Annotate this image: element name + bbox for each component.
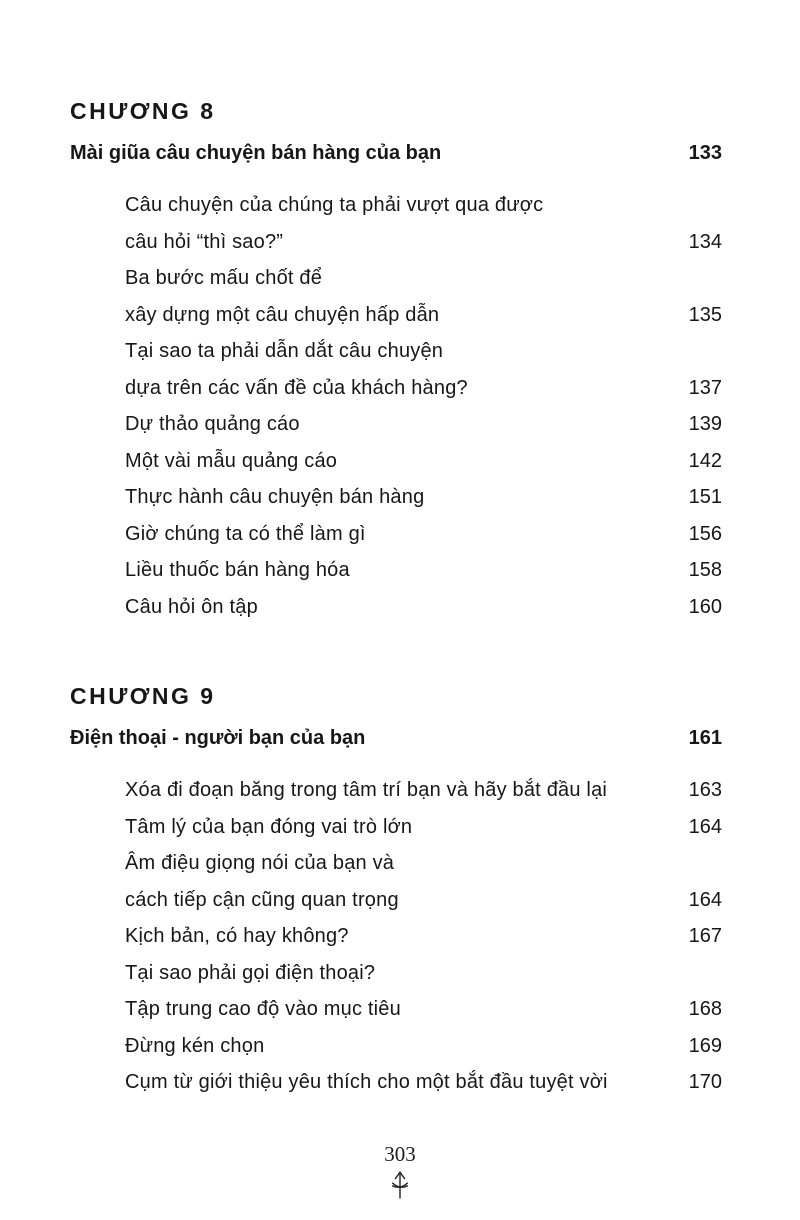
toc-entry bbox=[125, 589, 722, 626]
toc-entry-page: 168 bbox=[688, 998, 722, 1020]
toc-entry-page: 156 bbox=[688, 522, 722, 545]
chapter-section bbox=[70, 683, 722, 1101]
toc-entry-page: 169 bbox=[688, 1034, 722, 1057]
toc-entry-line bbox=[125, 882, 722, 919]
toc-entry bbox=[125, 809, 722, 846]
toc-entry-page: 135 bbox=[688, 303, 722, 326]
toc-entry bbox=[125, 479, 722, 516]
toc-entry-text: xây dựng một câu chuyện hấp dẫn bbox=[125, 303, 440, 326]
toc-entry-line bbox=[125, 772, 722, 809]
toc-entry bbox=[125, 955, 722, 1028]
toc-entry-line bbox=[125, 187, 722, 224]
toc-entry bbox=[125, 1064, 722, 1101]
chapter-entries bbox=[70, 187, 722, 625]
toc-entry-page: 142 bbox=[688, 449, 722, 472]
chapter-heading: CHƯƠNG 8 bbox=[70, 98, 216, 124]
chapter-title: Mài giũa câu chuyện bán hàng của bạn bbox=[70, 142, 442, 164]
toc-entry-text: dựa trên các vấn đề của khách hàng? bbox=[125, 376, 468, 399]
toc-entry-line bbox=[125, 224, 722, 261]
toc-entry-text: Cụm từ giới thiệu yêu thích cho một bắt đầu tuyệt vời bbox=[125, 1071, 608, 1093]
toc-entry bbox=[125, 1028, 722, 1065]
chapter-section bbox=[70, 98, 722, 625]
toc-entry-line bbox=[125, 809, 722, 846]
toc-entry-text: Tâm lý của bạn đóng vai trò lớn bbox=[125, 815, 413, 838]
toc-entry-text: Tại sao ta phải dẫn dắt câu chuyện bbox=[125, 340, 444, 362]
chapter-heading: CHƯƠNG 9 bbox=[70, 683, 216, 709]
toc-entry bbox=[125, 443, 722, 480]
toc-entry-text: Âm điệu giọng nói của bạn và bbox=[125, 852, 395, 874]
toc-entry-page: 134 bbox=[688, 230, 722, 253]
toc-entry-page: 137 bbox=[688, 376, 722, 399]
toc-entry-line bbox=[125, 370, 722, 407]
toc-entry bbox=[125, 333, 722, 406]
toc-chapters bbox=[70, 98, 722, 1101]
toc-entry-text: Dự thảo quảng cáo bbox=[125, 413, 300, 435]
folio-number: 303 bbox=[384, 1142, 416, 1166]
toc-entry-text: Tập trung cao độ vào mục tiêu bbox=[125, 998, 401, 1020]
toc-entry bbox=[125, 552, 722, 589]
toc-entry-text: Câu chuyện của chúng ta phải vượt qua được bbox=[125, 194, 544, 216]
toc-entry bbox=[125, 516, 722, 553]
toc-entry-text: câu hỏi “thì sao?” bbox=[125, 230, 284, 253]
toc-entry-page: 163 bbox=[688, 779, 722, 801]
toc-entry-line bbox=[125, 333, 722, 370]
toc-entry bbox=[125, 260, 722, 333]
toc-entry-text: Một vài mẫu quảng cáo bbox=[125, 449, 338, 472]
toc-entry-line bbox=[125, 1028, 722, 1065]
toc-entry-text: Đừng kén chọn bbox=[125, 1034, 265, 1057]
toc-entry-line bbox=[125, 443, 722, 480]
toc-entry-page: 164 bbox=[688, 815, 722, 838]
toc-entry-page: 167 bbox=[688, 925, 722, 947]
chapter-title-row bbox=[70, 727, 722, 750]
toc-entry-text: Giờ chúng ta có thể làm gì bbox=[125, 522, 366, 545]
toc-entry bbox=[125, 406, 722, 443]
toc-entry-page: 151 bbox=[688, 486, 722, 508]
chapter-title-page: 161 bbox=[688, 727, 722, 749]
toc-entry-text: Xóa đi đoạn băng trong tâm trí bạn và hãy bắt đầu lại bbox=[125, 779, 608, 801]
toc-entry-line bbox=[125, 845, 722, 882]
toc-entry-page: 139 bbox=[688, 413, 722, 435]
toc-entry-text: Tại sao phải gọi điện thoại? bbox=[125, 961, 376, 984]
toc-entry-text: Câu hỏi ôn tập bbox=[125, 595, 258, 618]
toc-entry-line bbox=[125, 406, 722, 443]
toc-entry-text: Thực hành câu chuyện bán hàng bbox=[125, 486, 425, 508]
chapter-title: Điện thoại - người bạn của bạn bbox=[70, 727, 366, 749]
toc-entry-text: cách tiếp cận cũng quan trọng bbox=[125, 888, 399, 911]
toc-entry-line bbox=[125, 552, 722, 589]
chapter-entries bbox=[70, 772, 722, 1101]
toc-entry bbox=[125, 187, 722, 260]
toc-entry-line bbox=[125, 479, 722, 516]
chapter-title-row bbox=[70, 142, 722, 165]
toc-entry-line bbox=[125, 589, 722, 626]
chapter-title-page: 133 bbox=[688, 142, 722, 164]
toc-entry-line bbox=[125, 955, 722, 992]
toc-entry-line bbox=[125, 297, 722, 334]
toc-entry-line bbox=[125, 991, 722, 1028]
toc-entry-line bbox=[125, 260, 722, 297]
toc-entry bbox=[125, 845, 722, 918]
toc-entry-page: 158 bbox=[688, 559, 722, 581]
toc-entry-text: Liều thuốc bán hàng hóa bbox=[125, 559, 350, 581]
toc-entry bbox=[125, 772, 722, 809]
toc-entry-page: 164 bbox=[688, 888, 722, 911]
fleuron-icon bbox=[389, 1169, 411, 1201]
toc-entry-page: 160 bbox=[688, 595, 722, 618]
toc-entry bbox=[125, 918, 722, 955]
page-footer bbox=[0, 1142, 800, 1206]
toc-entry-page: 170 bbox=[688, 1071, 722, 1093]
toc-entry-line bbox=[125, 516, 722, 553]
toc-entry-text: Kịch bản, có hay không? bbox=[125, 925, 349, 947]
toc-entry-text: Ba bước mấu chốt để bbox=[125, 267, 323, 289]
toc-entry-line bbox=[125, 918, 722, 955]
toc-entry-line bbox=[125, 1064, 722, 1101]
